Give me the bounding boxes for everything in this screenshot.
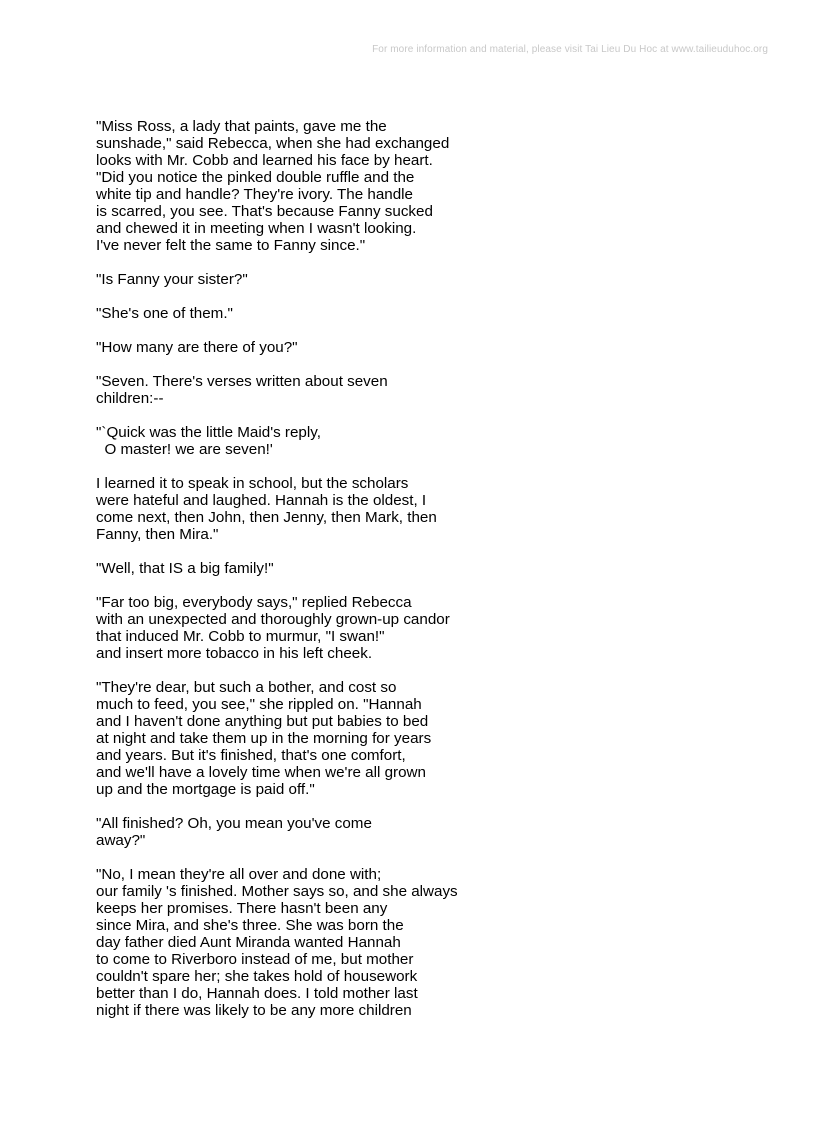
paragraph: "She's one of them." bbox=[96, 305, 233, 322]
paragraph: "They're dear, but such a bother, and cost so much to feed, you see," she rippled on. "Hannah and I haven't done anything but put babies to bed at night and take them up in the morning for years and years. But it's finished, that's one comfort, and we'll have a lovely time when we're all grown up and the mortgage is paid off." bbox=[96, 679, 432, 798]
paragraph: I learned it to speak in school, but the scholars were hateful and laughed. Hannah is the oldest, I come next, then John, then Jenny, then Mark, then Fanny, then Mira." bbox=[96, 475, 437, 543]
document-body bbox=[96, 118, 776, 1036]
paragraph: "Far too big, everybody says," replied Rebecca with an unexpected and thoroughly grown-up candor that induced Mr. Cobb to murmur, "I swan!" and insert more tobacco in his left cheek. bbox=[96, 594, 450, 662]
paragraph: "How many are there of you?" bbox=[96, 339, 298, 356]
paragraph: "All finished? Oh, you mean you've come away?" bbox=[96, 815, 372, 849]
paragraph: "Seven. There's verses written about seven children:-- bbox=[96, 373, 388, 407]
header-website-note: For more information and material, please visit Tai Lieu Du Hoc at www.tailieuduhoc.org bbox=[372, 44, 768, 55]
paragraph: "No, I mean they're all over and done with; our family 's finished. Mother says so, and she always keeps her promises. There hasn't been any since Mira, and she's three. She was born the day father died Aunt Miranda wanted Hannah to come to Riverboro instead of me, but mother couldn't spare her; she takes hold of housework better than I do, Hannah does. I told mother last night if there was likely to be any more children bbox=[96, 866, 458, 1019]
paragraph: "Miss Ross, a lady that paints, gave me the sunshade," said Rebecca, when she had exchanged looks with Mr. Cobb and learned his face by heart. "Did you notice the pinked double ruffle and the white tip and handle? They're ivory. The handle is scarred, you see. That's because Fanny sucked and chewed it in meeting when I wasn't looking. I've never felt the same to Fanny since." bbox=[96, 118, 450, 254]
paragraph: "Well, that IS a big family!" bbox=[96, 560, 274, 577]
verse-quote: "`Quick was the little Maid's reply, O master! we are seven!' bbox=[96, 424, 321, 458]
paragraph: "Is Fanny your sister?" bbox=[96, 271, 248, 288]
